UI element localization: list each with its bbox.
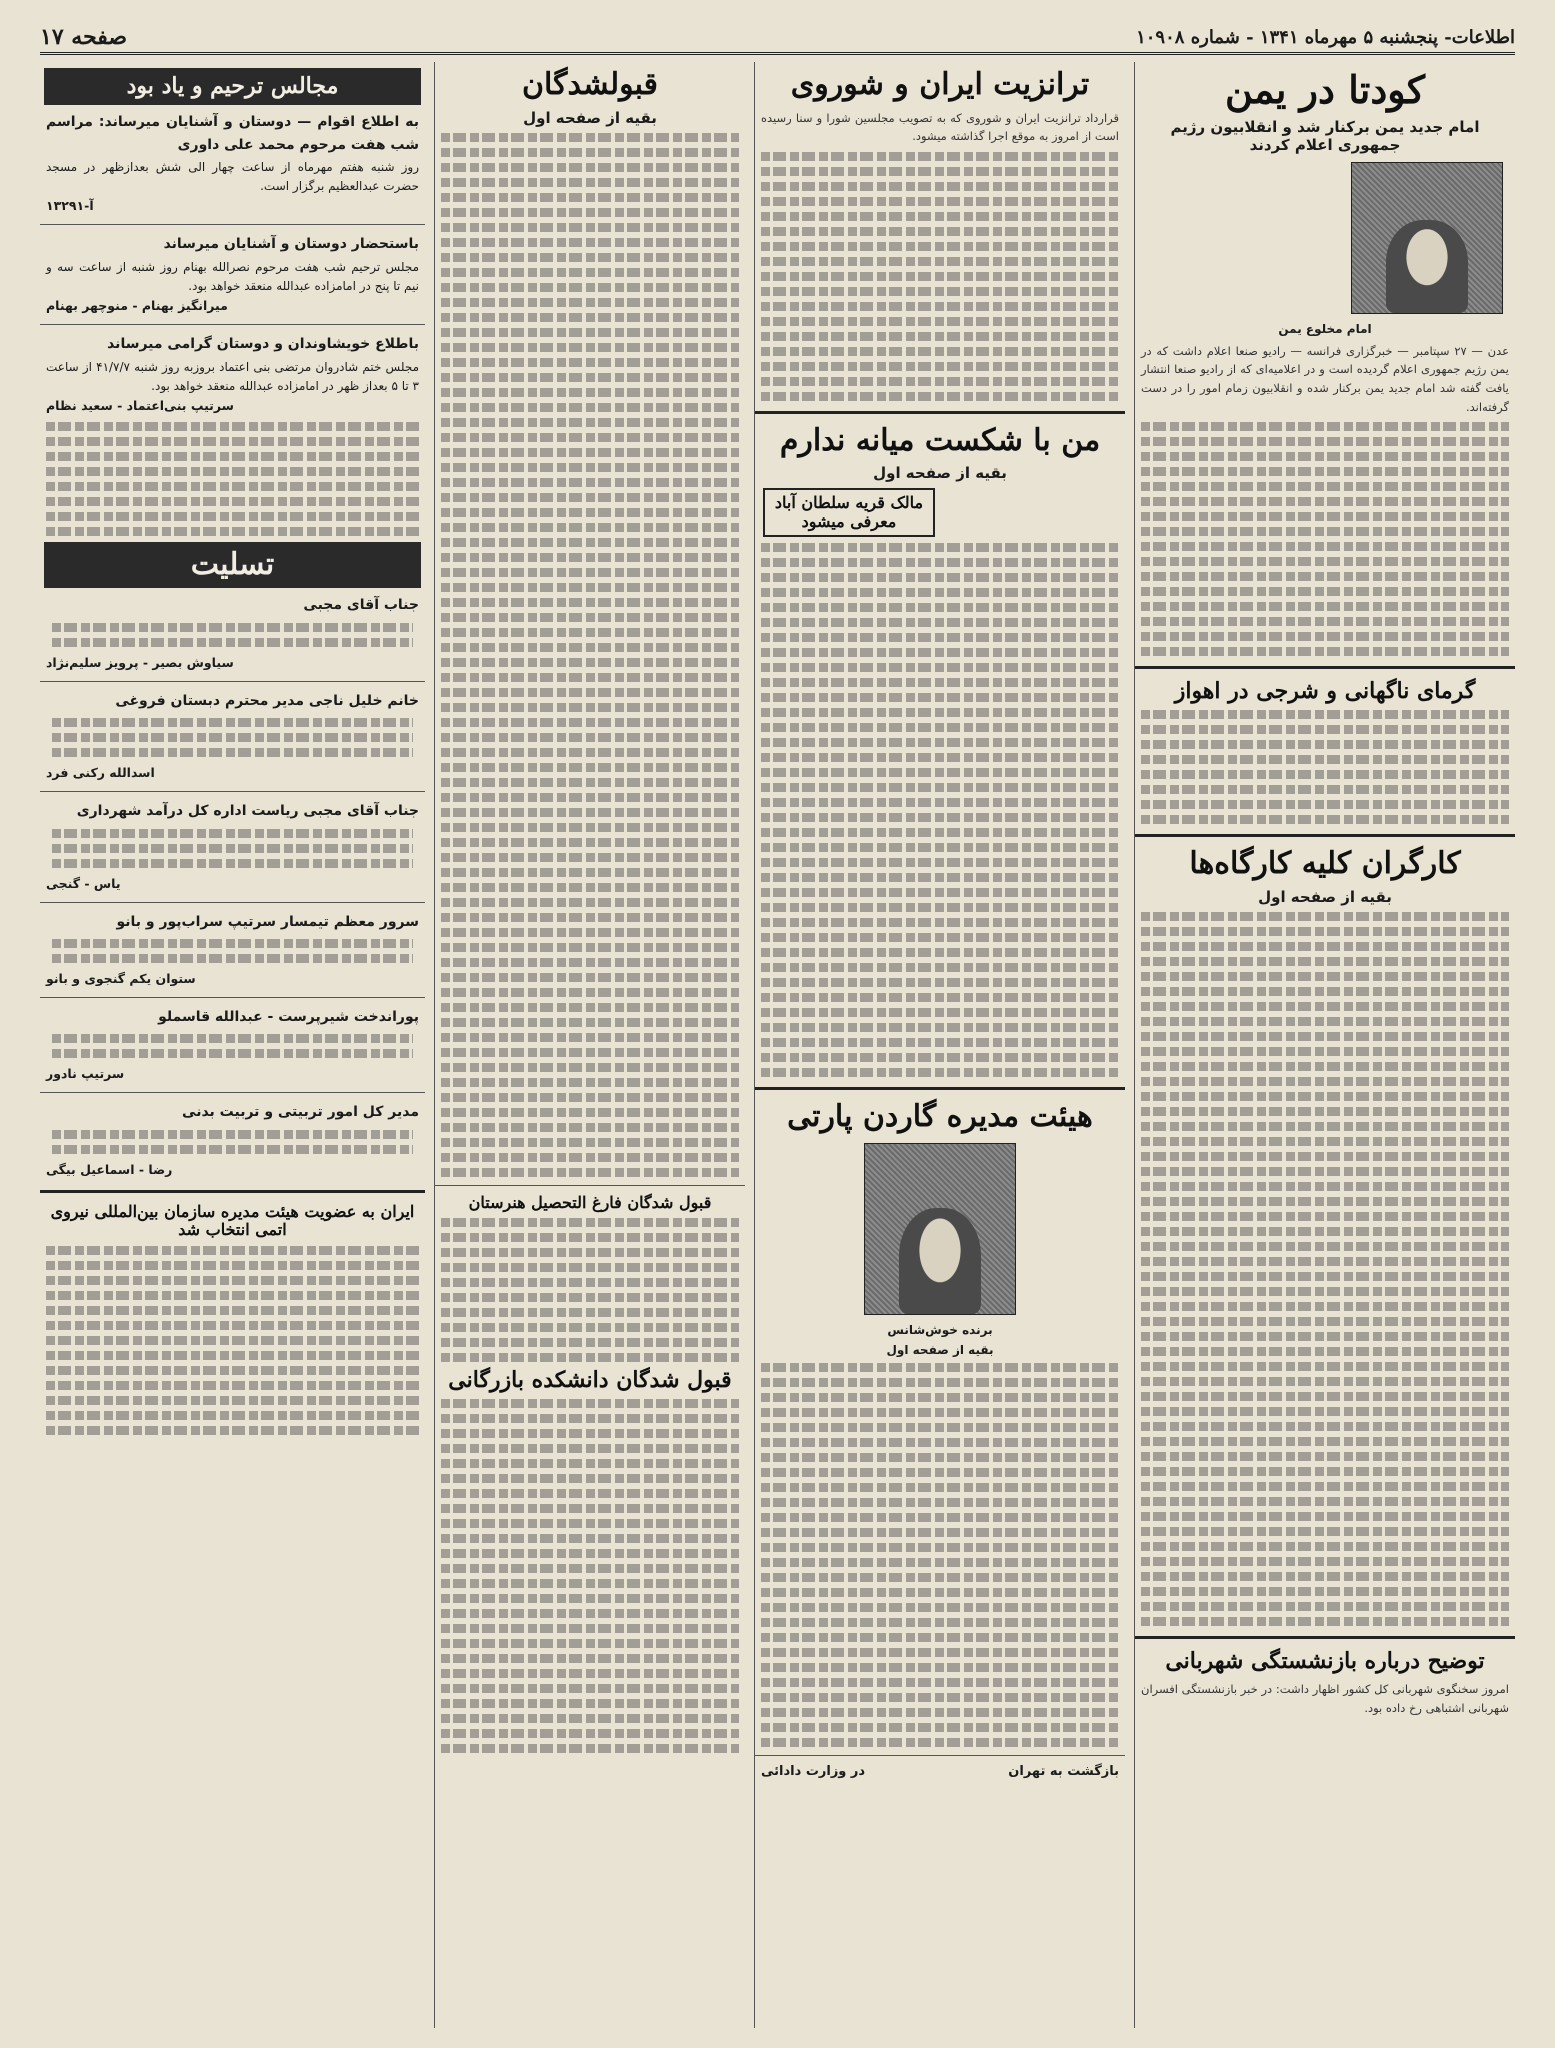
notice-body: مجلس ترحیم شب هفت مرحوم نصرالله بهنام روز شنبه از ساعت سه و نیم تا پنج در امامزاده عبدالله منعقد خواهد بود. xyxy=(46,259,419,294)
condolence-notice xyxy=(46,800,419,893)
notice-title: باطلاع خویشاوندان و دوستان گرامی میرساند xyxy=(107,336,419,353)
notice-signature: سرتیپ بنی‌اعتماد - سعید نظام xyxy=(46,397,234,413)
body-coup: عدن — ۲۷ سپتامبر — خبرگزاری فرانسه — رادیو صنعا اعلام داشت که در یمن رژیم جمهوری اعلام گردیده است و در اعلامیه‌ای که از رادیو صنعا انتشار یافت گفته شد امام جدید یمن برکنار شده و انقلابیون زمام امور را در دست گرفته‌اند. xyxy=(1141,343,1510,414)
column-1 xyxy=(1134,62,1515,2028)
caption-winner: برنده خوش‌شانس xyxy=(887,1322,993,1337)
headline-atomic-agency: ایران به عضویت هیئت مدیره سازمان بین‌المللی نیروی اتمی انتخاب شد xyxy=(50,1201,415,1240)
page-number: صفحه ۱۷ xyxy=(40,24,128,50)
headline-garden-party: هیئت مدیره گاردن پارتی xyxy=(787,1099,1093,1135)
condolence-title: مدیر کل امور تربیتی و تربیت بدنی xyxy=(182,1104,419,1121)
headline-memorials: مجالس ترحیم و یاد بود xyxy=(44,68,421,105)
condolence-signature: سیاوش بصیر - پرویز سلیم‌نژاد xyxy=(46,654,234,670)
subhead-defeat: بقیه از صفحه اول xyxy=(873,464,1007,483)
subhead-workers: بقیه از صفحه اول xyxy=(1258,887,1392,906)
condolence-notice xyxy=(46,1006,419,1084)
body-police: امروز سخنگوی شهربانی کل کشور اظهار داشت: در خبر بازنشستگی افسران شهربانی اشتباهی رخ داده بود. xyxy=(1141,1682,1509,1715)
headline-ahvaz: گرمای ناگهانی و شرجی در اهواز xyxy=(1174,678,1476,705)
heading-return: بازگشت به تهران xyxy=(1008,1763,1119,1779)
memorial-notice xyxy=(46,233,419,316)
condolence-title: پوراندخت شیرپرست - عبدالله قاسملو xyxy=(158,1009,419,1026)
box-sultanabad: مالک قریه سلطان آباد معرفی میشود xyxy=(763,488,935,537)
names-list xyxy=(441,133,739,1177)
condolence-notice xyxy=(46,911,419,989)
subhead-coup: امام جدید یمن برکنار شد و انقلابیون رژیم جمهوری اعلام کردند xyxy=(1170,117,1480,154)
notice-body: روز شنبه هفتم مهرماه از ساعت چهار الی شش بعدازظهر در مسجد حضرت عبدالعظیم برگزار است. xyxy=(46,160,419,194)
text-block xyxy=(1141,422,1509,656)
notice-signature: میرانگیز بهنام - منوچهر بهنام xyxy=(46,298,228,314)
headline-police: توضیح درباره بازنشستگی شهربانی xyxy=(1165,1647,1485,1674)
condolence-notice xyxy=(46,690,419,783)
memorial-notice xyxy=(46,111,419,216)
condolence-signature: یاس - گنجی xyxy=(46,875,121,891)
condolence-notice xyxy=(46,594,419,672)
condolence-title: سرور معظم تیمسار سرتیپ سراب‌پور و بانو xyxy=(116,913,419,930)
condolence-signature: ستوان یکم گنجوی و بانو xyxy=(46,971,196,987)
headline-conservatory: قبول شدگان فارغ التحصیل هنرستان xyxy=(468,1192,712,1212)
headline-commerce: قبول شدگان دانشکده بازرگانی xyxy=(448,1366,732,1393)
notice-title: به اطلاع اقوام — دوستان و آشنایان میرساند: مراسم شب هفت مرحوم محمد علی داوری xyxy=(46,114,419,153)
masthead-date: اطلاعات- پنجشنبه ۵ مهرماه ۱۳۴۱ - شماره ۱۰۹۰۸ xyxy=(1136,26,1515,48)
caption-sub: بقیه از صفحه اول xyxy=(886,1342,994,1357)
headline-condolence: تسلیت xyxy=(44,542,421,589)
caption-imam: امام مخلوع یمن xyxy=(1278,321,1372,336)
memorial-notice xyxy=(46,333,419,416)
names-list xyxy=(441,1399,739,1753)
photo-winner xyxy=(864,1143,1016,1315)
condolence-title: جناب آقای مجبی ریاست اداره کل درآمد شهرداری xyxy=(76,803,419,820)
body-transit: قرارداد ترانزیت ایران و شوروی که به تصویب مجلسین شورا و سنا رسیده است از امروز به موقع اجرا گذاشته میشود. xyxy=(761,110,1119,144)
condolence-signature: رضا - اسماعیل بیگی xyxy=(46,1161,173,1177)
text-block xyxy=(761,543,1119,1077)
text-block xyxy=(761,152,1119,401)
column-4 xyxy=(40,62,425,2028)
headline-defeat: من با شکست میانه ندارم xyxy=(779,422,1101,458)
notice-signature: آ-۱۳۲۹۱ xyxy=(46,198,94,214)
headline-coup: کودتا در یمن xyxy=(1224,67,1425,112)
text-block xyxy=(1141,710,1509,824)
column-3 xyxy=(434,62,745,2028)
condolence-notice xyxy=(46,1101,419,1179)
condolence-signature: سرتیپ نادور xyxy=(46,1066,125,1082)
photo-imam xyxy=(1351,162,1503,314)
text-block xyxy=(46,422,419,536)
names-list xyxy=(441,1218,739,1362)
notice-title: باستحضار دوستان و آشنایان میرساند xyxy=(163,236,419,253)
masthead xyxy=(40,22,1515,55)
headline-workers: کارگران کلیه کارگاه‌ها xyxy=(1189,846,1461,882)
text-block xyxy=(1141,912,1509,1626)
condolence-title: خانم خلیل ناجی مدیر محترم دبستان فروغی xyxy=(115,692,419,709)
text-block xyxy=(761,1363,1119,1747)
condolence-title: جناب آقای مجبی xyxy=(303,597,419,614)
subhead-accepted: بقیه از صفحه اول xyxy=(523,108,657,127)
headline-accepted: قبولشدگان xyxy=(522,67,658,102)
column-2 xyxy=(754,62,1125,2028)
headline-transit: ترانزیت ایران و شوروی xyxy=(790,67,1090,102)
condolence-signature: اسدالله رکنی فرد xyxy=(46,765,155,781)
notice-body: مجلس ختم شادروان مرتضی بنی اعتماد بروزبه روز شنبه ۴۱/۷/۷ از ساعت ۳ تا ۵ بعداز ظهر در امامزاده عبدالله منعقد خواهد بود. xyxy=(46,359,420,393)
text-block xyxy=(46,1246,419,1435)
heading-ministry: در وزارت دادائی xyxy=(761,1763,866,1779)
